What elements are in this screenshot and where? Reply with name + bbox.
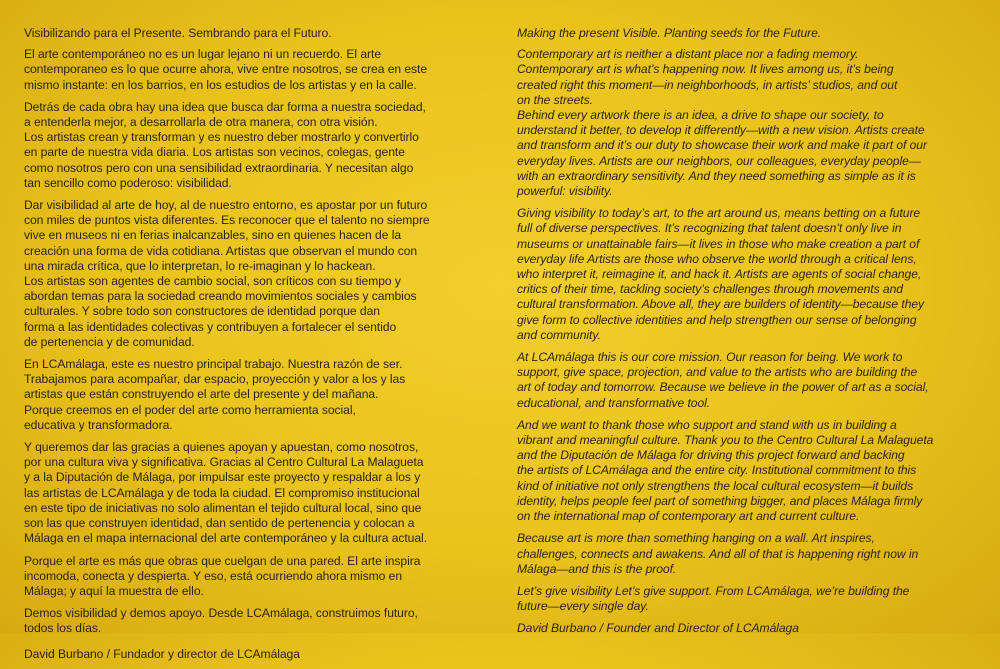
spanish-paragraph-6: Porque el arte es más que obras que cuelgan de una pared. El arte inspira incomoda, conecta y despierta. Y eso, está ocurriendo ahora mismo en Málaga; y aquí la muestra de ello. [24, 553, 421, 598]
english-paragraph-1: Contemporary art is neither a distant place nor a fading memory. Contemporary art is what’s happening now. It lives among us, it’s being created right this moment—in neighborhoods, in artists’ studios, and out on the streets. Behind every artwork there is an idea, a drive to shape our society, to understand it better, to develop it differently—with a new vision. Artists create and transform and it’s our duty to showcase their work and make it part of our everyday lives. Artists are our neighbors, our colleagues, everyday people— with an extraordinary sensitivity. And they need something as simple as it is powerful: visibility. [517, 47, 927, 199]
english-paragraph-3: At LCAmálaga this is our core mission. Our reason for being. We work to support, give space, projection, and value to the artists who are building the art of today and tomorrow. Because we believe in the power of art as a social, educational, and transformative tool. [517, 350, 929, 410]
spanish-paragraph-3: Dar visibilidad al arte de hoy, al de nuestro entorno, es apostar por un futuro con miles de puntos vista diferentes. Es reconocer que el talento no siempre vive en museos ni en ferias inalcanzables, sino en quienes hacen de la creación una forma de vida cotidiana. Artistas que observan el mundo con una mirada crítica, que lo interpretan, lo re-imaginan y lo hackean. Los artistas son agentes de cambio social, son críticos con su tiempo y abordan temas para la sociedad creando movimientos sociales y cambios culturales. Y sobre todo son constructores de identidad porque dan forma a las identidades colectivas y contribuyen a fortalecer el sentido de pertenencia y de comunidad. [24, 198, 430, 349]
english-paragraph-6: Let’s give visibility Let’s give support. From LCAmálaga, we’re building the future—every single day. [517, 583, 910, 614]
english-paragraph-4: And we want to thank those who support and stand with us in building a vibrant and meaningful culture. Thank you to the Centro Cultural La Malagueta and the Diputación de Málaga for driving this project forward and backing the artists of LCAmálaga and the entire city. Institutional commitment to this kind of initiative not only strengthens the local cultural ecosystem—it builds identity, helps people feel part of something bigger, and places Málaga firmly on the international map of contemporary art and current culture. [517, 417, 934, 524]
spanish-paragraph-7: Demos visibilidad y demos apoyo. Desde LCAmálaga, construimos futuro, todos los días. [24, 606, 418, 636]
spanish-signature: David Burbano / Fundador y director de LCAmálaga [24, 646, 300, 661]
english-column [517, 26, 977, 644]
spanish-paragraph-5: Y queremos dar las gracias a quienes apoyan y apuestan, como nosotros, por una cultura viva y significativa. Gracias al Centro Cultural La Malagueta y a la Diputación de Málaga, por impulsar este proyecto y respaldar a los y las artistas de LCAmálaga y de toda la ciudad. El compromiso institucional en este tipo de iniciativas no solo alimentan el tejido cultural local, sino que son las que construyen identidad, dan sentido de pertenencia y colocan a Málaga en el mapa internacional del arte contemporáneo y la cultura actual. [24, 440, 427, 546]
english-title: Making the present Visible. Planting seeds for the Future. [517, 26, 822, 40]
spanish-paragraph-1: El arte contemporáneo no es un lugar lejano ni un recuerdo. El arte contemporaneo es lo que ocurre ahora, vive entre nosotros, se crea en este mismo instante: en los barrios, en los estudios de los artistas y en la calle. [24, 47, 428, 92]
spanish-paragraph-4: En LCAmálaga, este es nuestro principal trabajo. Nuestra razón de ser. Trabajamos para acompañar, dar espacio, proyección y valor a los y las artistas que están construyendo el arte del presente y del mañana. Porque creemos en el poder del arte como herramienta social, educativa y transformadora. [24, 357, 406, 432]
english-paragraph-5: Because art is more than something hanging on a wall. Art inspires, challenges, connects and awakens. And all of that is happening right now in Málaga—and this is the proof. [517, 531, 919, 576]
spanish-title: Visibilizando para el Presente. Sembrando para el Futuro. [24, 26, 332, 40]
english-signature: David Burbano / Founder and Director of LCAmálaga [517, 621, 799, 636]
spanish-paragraph-2: Detrás de cada obra hay una idea que busca dar forma a nuestra sociedad, a entenderla mejor, a desarrollarla de otra manera, con otra visión. Los artistas crean y transforman y es nuestro deber mostrarlo y convertirlo en parte de nuestra vida diaria. Los artistas son vecinos, colegas, gente como nosotros pero con una sensibilidad extraordinaria. Y necesitan algo tan sencillo como poderoso: visibilidad. [24, 99, 426, 190]
spanish-column [24, 26, 480, 669]
english-paragraph-2: Giving visibility to today’s art, to the art around us, means betting on a future full of diverse perspectives. It’s recognizing that talent doesn’t only live in museums or unattainable fairs—it lives in those who make creation a part of everyday life Artists are those who observe the world through a critical lens, who interpret it, reimagine it, and hack it. Artists are agents of social change, critics of their time, tackling society’s challenges through movements and cultural transformation. Above all, they are builders of identity—because they give form to collective identities and help strengthen our sense of belonging and community. [517, 206, 925, 342]
